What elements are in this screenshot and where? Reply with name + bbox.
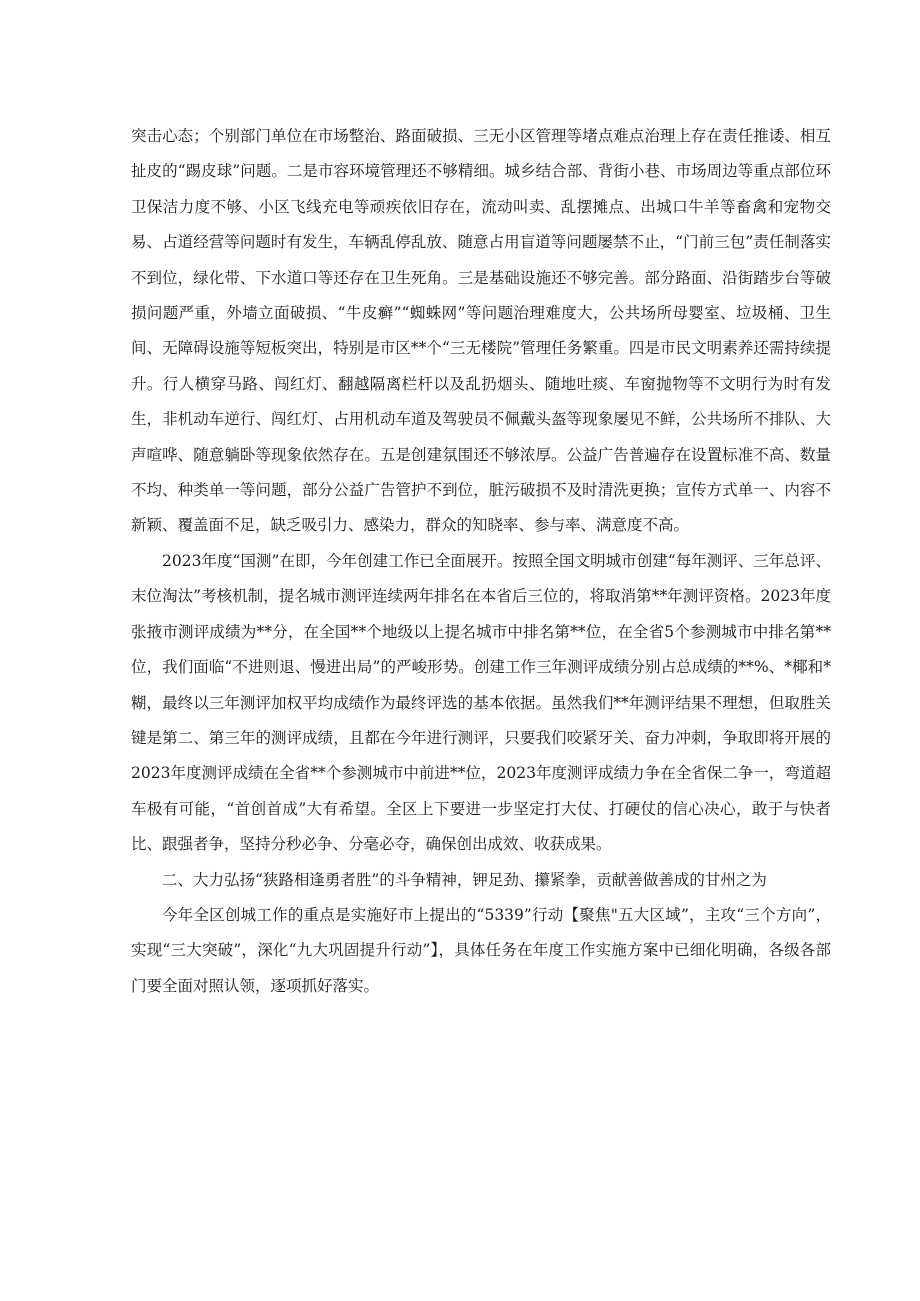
paragraph-continuation: 突击心态；个别部门单位在市场整治、路面破损、三无小区管理等堵点难点治理上存在责任推诿、相互扯皮的“踢皮球”问题。二是市容环境管理还不够精细。城乡结合部、背街小巷、市场周边等重点部位环卫保洁力度不够、小区飞线充电等顽疾依旧存在，流动叫卖、乱摆摊点、出城口牛羊等畜禽和宠物交易、占道经营等问题时有发生，车辆乱停乱放、随意占用盲道等问题屡禁不止，“门前三包”责任制落实不到位，绿化带、下水道口等还存在卫生死角。三是基础设施还不够完善。部分路面、沿街踏步台等破损问题严重，外墙立面破损、“牛皮癣”“蜘蛛网”等问题治理难度大，公共场所母婴室、垃圾桶、卫生间、无障碍设施等短板突出，特别是市区**个“三无楼院”管理任务繁重。四是市民文明素养还需持续提升。行人横穿马路、闯红灯、翻越隔离栏杆以及乱扔烟头、随地吐痰、车窗抛物等不文明行为时有发生，非机动车逆行、闯红灯、占用机动车道及驾驶员不佩戴头盔等现象屡见不鲜，公共场所不排队、大声喧哗、随意躺卧等现象依然存在。五是创建氛围还不够浓厚。公益广告普遍存在设置标准不高、数量不均、种类单一等问题，部分公益广告管护不到位，脏污破损不及时清洗更换；宣传方式单一、内容不新颖、覆盖面不足，缺乏吸引力、感染力，群众的知晓率、参与率、满意度不高。 <box>131 127 831 535</box>
paragraph-national-assessment: 2023年度“国测”在即，今年创建工作已全面展开。按照全国文明城市创建“每年测评、三年总评、末位淘汰”考核机制，提名城市测评连续两年排名在本省后三位的，将取消第**年测评资格。2023年度张掖市测评成绩为**分，在全国**个地级以上提名城市中排名第**位，在全省5个参测城市中排名第**位，我们面临“不进则退、慢进出局”的严峻形势。创建工作三年测评成绩分别占总成绩的**%、*椰和*糊，最终以三年测评加权平均成绩作为最终评选的基本依据。虽然我们**年测评结果不理想，但取胜关键是第二、第三年的测评成绩，且都在今年进行测评，只要我们咬紧牙关、奋力冲刺，争取即将开展的2023年度测评成绩在全省**个参测城市中前进**位，2023年度测评成绩力争在全省保二争一，弯道超车极有可能，“首创首成”大有希望。全区上下要进一步坚定打大仗、打硬仗的信心决心，敢于与快者比、跟强者争，坚持分秒必争、分毫必夺，确保创出成效、收获成果。 <box>131 551 831 854</box>
section-heading: 二、大力弘扬“狭路相逢勇者胜”的斗争精神，钾足劲、攥紧拳，贡献善做善成的甘州之为 <box>162 870 767 889</box>
document-body <box>131 119 831 1004</box>
paragraph-key-tasks: 今年全区创城工作的重点是实施好市上提出的“5339”行动【聚焦"五大区域”，主攻“三个方向”，实现“三大突破”，深化“九大巩固提升行动”】，具体任务在年度工作实施方案中已细化明确，各级各部门要全面对照认领，逐项抓好落实。 <box>131 905 831 995</box>
